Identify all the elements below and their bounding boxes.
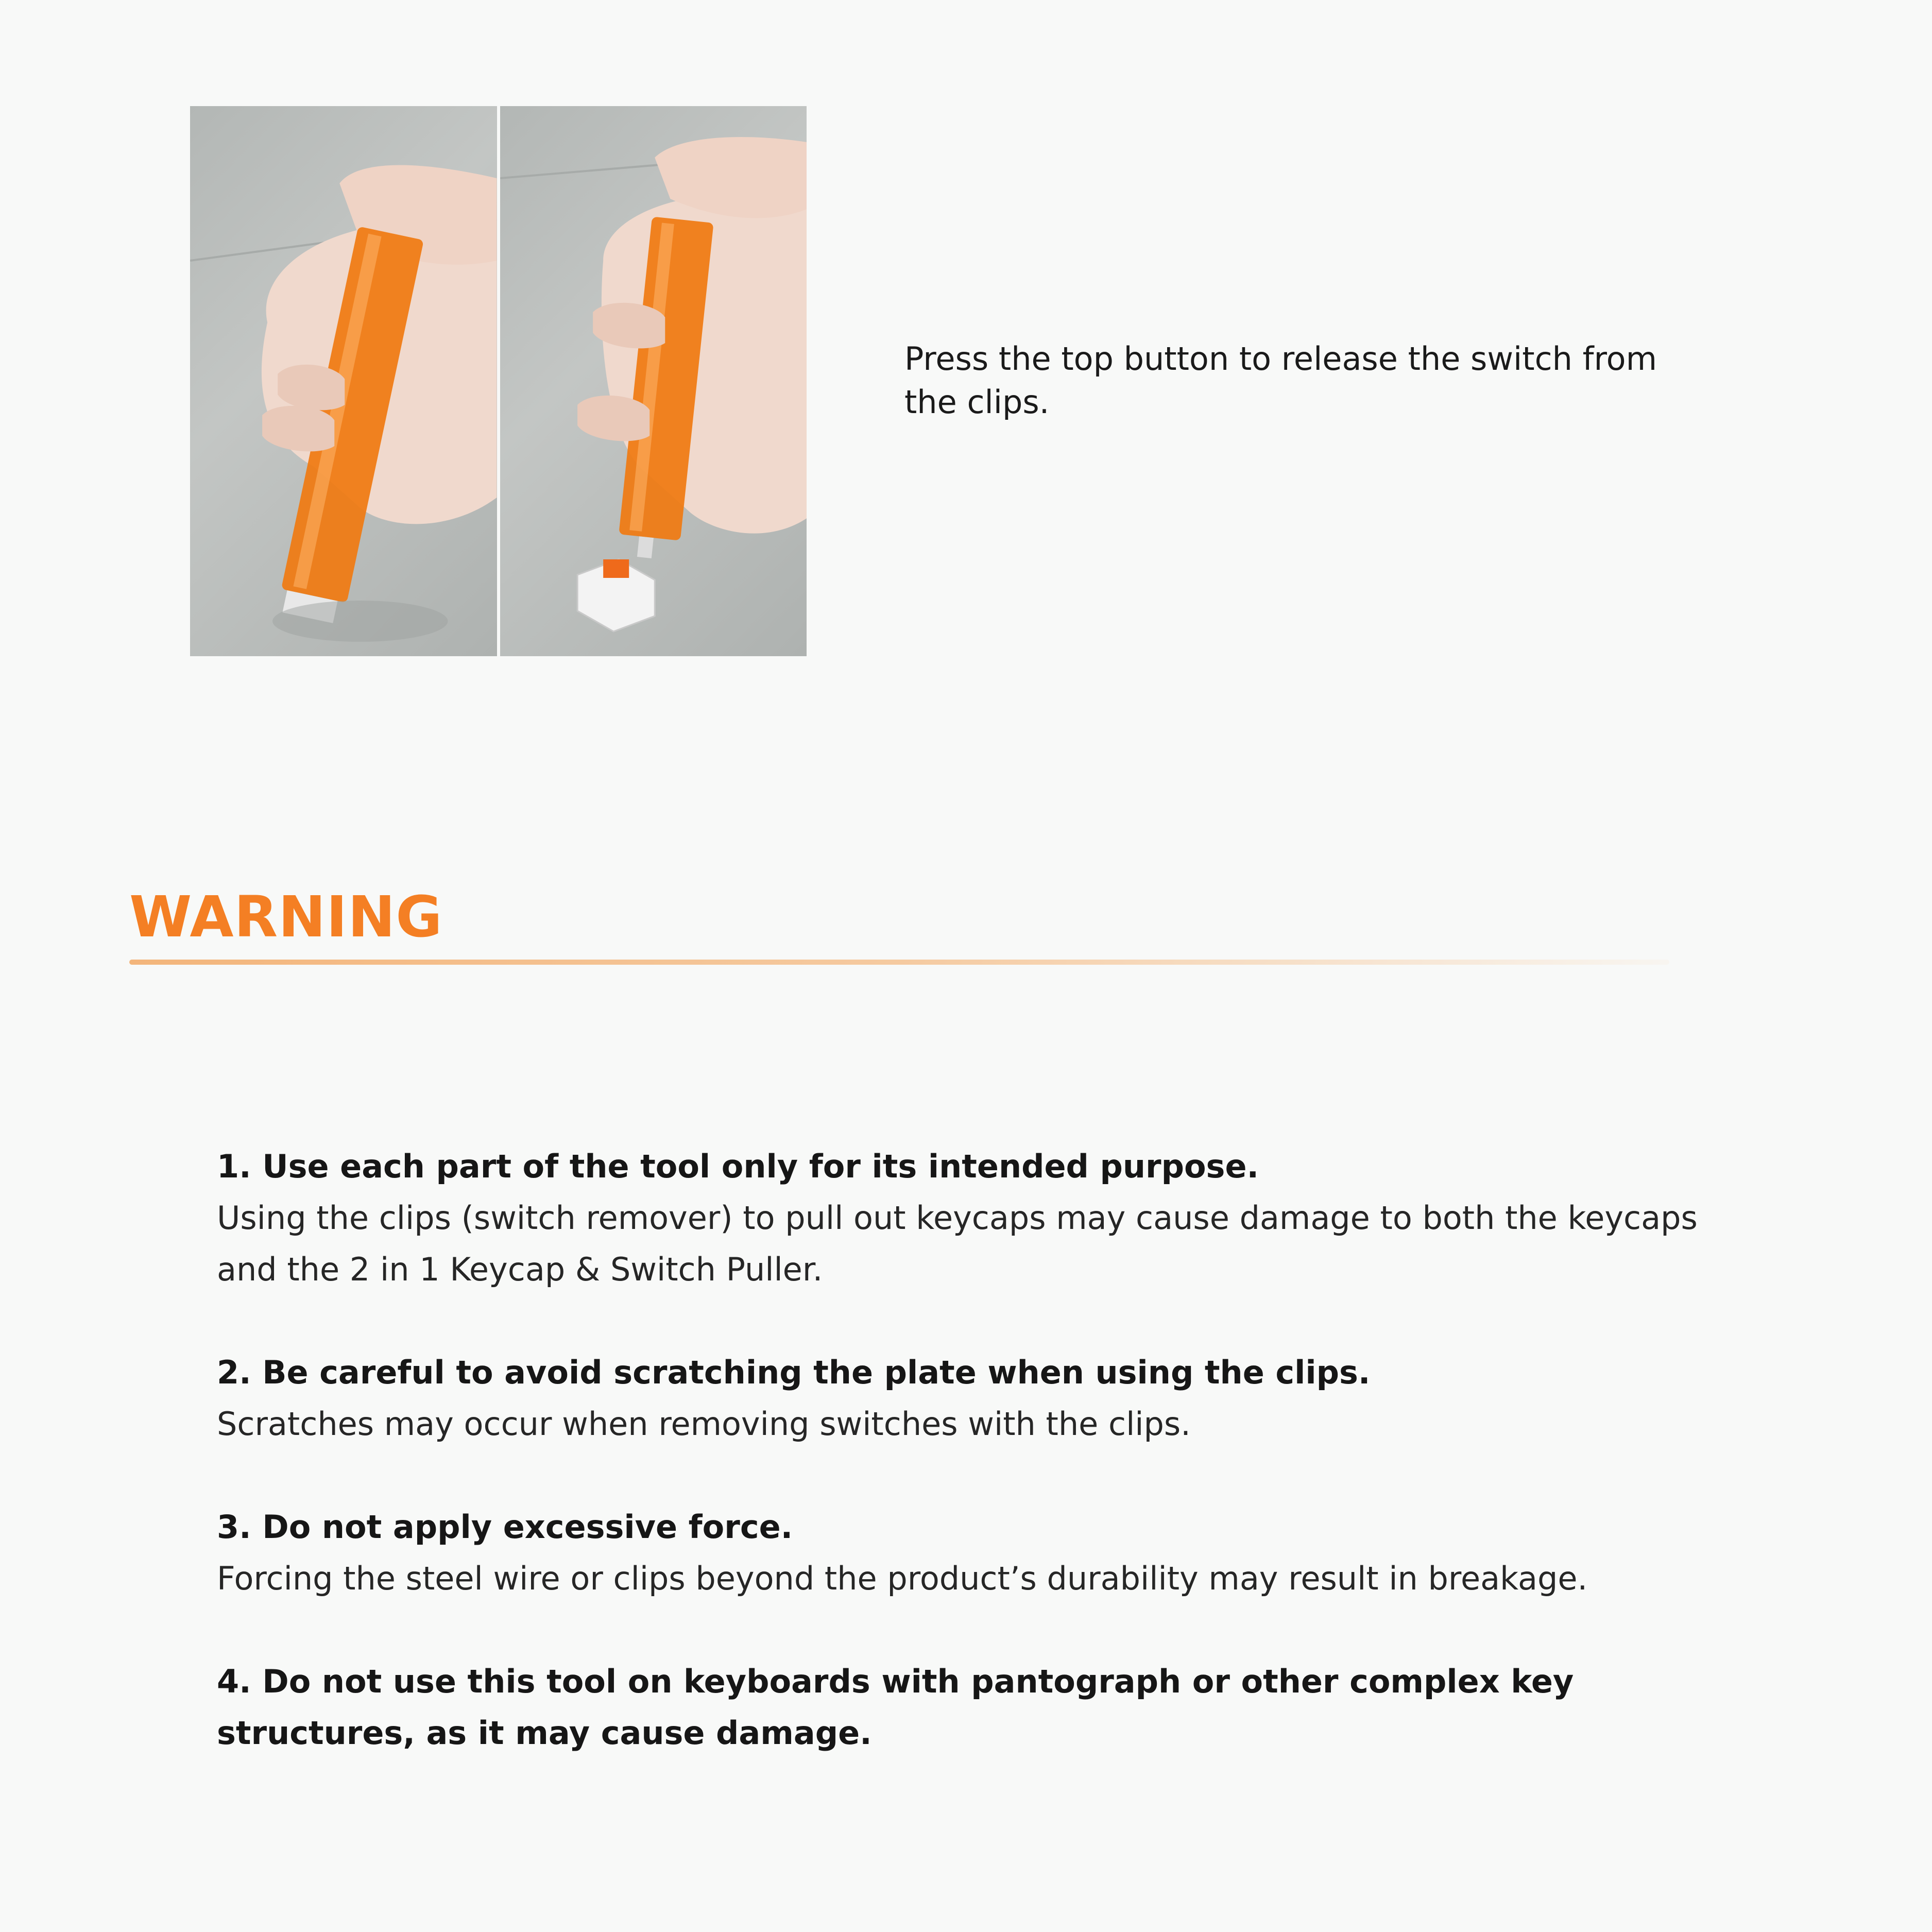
warning-item-body: Forcing the steel wire or clips beyond the product’s durability may result in breakage. (217, 1560, 1588, 1597)
warning-item-body: Using the clips (switch remover) to pull out keycaps may cause damage to both the keycaps and the 2 in 1 Keycap & Switch Puller. (217, 1199, 1698, 1288)
product-photo (190, 106, 807, 656)
warning-item-3 (217, 1501, 1711, 1604)
warning-item-body: Scratches may occur when removing switches with the clips. (217, 1405, 1191, 1443)
photo-panel-released (500, 106, 807, 656)
warning-item-title: 2. Be careful to avoid scratching the plate when using the clips. (217, 1354, 1371, 1391)
warning-list (217, 1141, 1711, 1810)
warning-item-1 (217, 1141, 1711, 1295)
warning-item-title: 3. Do not apply excessive force. (217, 1508, 793, 1546)
warning-item-title: 4. Do not use this tool on keyboards with pantograph or other complex key structures, as it may cause damage. (217, 1663, 1574, 1752)
warning-heading: WARNING (129, 884, 443, 950)
warning-divider (129, 960, 1669, 965)
photo-panel-holding (190, 106, 497, 656)
warning-item-2 (217, 1347, 1711, 1450)
warning-item-title: 1. Use each part of the tool only for its intended purpose. (217, 1148, 1259, 1185)
warning-item-4 (217, 1656, 1711, 1759)
instruction-caption: Press the top button to release the switch from the clips. (904, 340, 1657, 421)
